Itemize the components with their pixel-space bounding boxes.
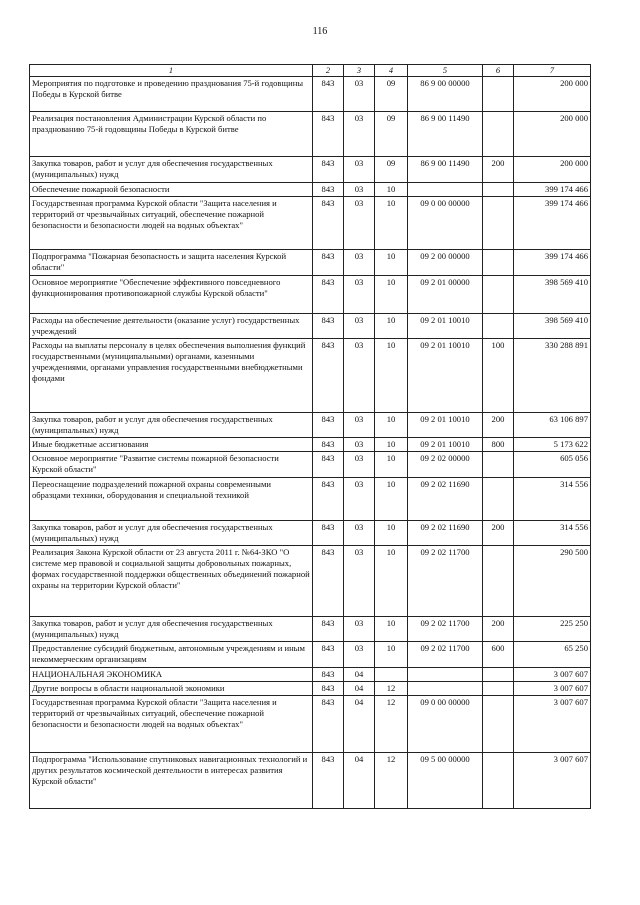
row-expense-type xyxy=(483,668,514,682)
row-name: Мероприятия по подготовке и проведению празднования 75-й годовщины Победы в Курской битве xyxy=(30,77,313,112)
row-amount: 330 288 891 xyxy=(514,339,591,413)
row-subsection-code: 09 xyxy=(375,157,408,183)
row-expense-type: 200 xyxy=(483,521,514,546)
budget-table xyxy=(29,64,591,809)
row-subsection-code xyxy=(375,668,408,682)
row-name: НАЦИОНАЛЬНАЯ ЭКОНОМИКА xyxy=(30,668,313,682)
row-expense-type: 200 xyxy=(483,157,514,183)
row-expense-type: 600 xyxy=(483,642,514,668)
table-row xyxy=(30,617,591,642)
row-ministry-code: 843 xyxy=(313,682,344,696)
row-amount: 65 250 xyxy=(514,642,591,668)
row-amount: 398 569 410 xyxy=(514,314,591,339)
row-expense-type xyxy=(483,478,514,521)
table-row xyxy=(30,642,591,668)
row-name: Закупка товаров, работ и услуг для обеспечения государственных (муниципальных) нужд xyxy=(30,521,313,546)
row-section-code: 03 xyxy=(344,438,375,452)
row-target-article: 09 2 01 00000 xyxy=(408,276,483,314)
row-subsection-code: 10 xyxy=(375,413,408,438)
header-cell: 2 xyxy=(313,65,344,77)
row-target-article: 09 2 01 10010 xyxy=(408,413,483,438)
row-expense-type: 200 xyxy=(483,617,514,642)
row-name: Реализация постановления Администрации Курской области по празднованию 75-й годовщины Победы в Курской битве xyxy=(30,112,313,157)
row-target-article: 86 9 00 11490 xyxy=(408,157,483,183)
row-name: Расходы на выплаты персоналу в целях обеспечения выполнения функций государственными (муниципальными) органами, казенными учреждениями, органами управления государственными внебюджетными фондами xyxy=(30,339,313,413)
row-amount: 314 556 xyxy=(514,478,591,521)
row-ministry-code: 843 xyxy=(313,696,344,753)
row-target-article: 09 2 02 00000 xyxy=(408,452,483,478)
row-section-code: 03 xyxy=(344,413,375,438)
row-ministry-code: 843 xyxy=(313,642,344,668)
row-expense-type xyxy=(483,77,514,112)
row-ministry-code: 843 xyxy=(313,438,344,452)
row-section-code: 03 xyxy=(344,183,375,197)
row-subsection-code: 10 xyxy=(375,276,408,314)
table-row xyxy=(30,250,591,276)
table-row xyxy=(30,197,591,250)
table-row xyxy=(30,478,591,521)
row-ministry-code: 843 xyxy=(313,77,344,112)
header-cell: 7 xyxy=(514,65,591,77)
table-row xyxy=(30,682,591,696)
header-cell: 3 xyxy=(344,65,375,77)
row-amount: 5 173 622 xyxy=(514,438,591,452)
table-row xyxy=(30,696,591,753)
row-section-code: 04 xyxy=(344,753,375,809)
row-amount: 200 000 xyxy=(514,77,591,112)
row-section-code: 03 xyxy=(344,642,375,668)
row-name: Иные бюджетные ассигнования xyxy=(30,438,313,452)
row-ministry-code: 843 xyxy=(313,112,344,157)
row-ministry-code: 843 xyxy=(313,276,344,314)
row-amount: 3 007 607 xyxy=(514,668,591,682)
row-expense-type xyxy=(483,250,514,276)
row-name: Обеспечение пожарной безопасности xyxy=(30,183,313,197)
row-subsection-code: 12 xyxy=(375,753,408,809)
row-target-article: 09 2 02 11690 xyxy=(408,478,483,521)
row-section-code: 04 xyxy=(344,682,375,696)
header-cell: 1 xyxy=(30,65,313,77)
row-name: Государственная программа Курской области "Защита населения и территорий от чрезвычайных ситуаций, обеспечение пожарной безопасности и безопасности людей на водных объектах" xyxy=(30,197,313,250)
row-target-article: 09 2 01 10010 xyxy=(408,339,483,413)
row-name: Расходы на обеспечение деятельности (оказание услуг) государственных учреждений xyxy=(30,314,313,339)
row-amount: 200 000 xyxy=(514,112,591,157)
row-name: Переоснащение подразделений пожарной охраны современными образцами техники, оборудования и специальной техникой xyxy=(30,478,313,521)
row-subsection-code: 12 xyxy=(375,696,408,753)
table-row xyxy=(30,438,591,452)
row-name: Основное мероприятие "Развитие системы пожарной безопасности Курской области" xyxy=(30,452,313,478)
table-row xyxy=(30,183,591,197)
row-subsection-code: 10 xyxy=(375,197,408,250)
row-ministry-code: 843 xyxy=(313,413,344,438)
row-section-code: 04 xyxy=(344,696,375,753)
row-expense-type: 200 xyxy=(483,413,514,438)
row-subsection-code: 10 xyxy=(375,250,408,276)
row-expense-type xyxy=(483,314,514,339)
table-row xyxy=(30,77,591,112)
row-expense-type xyxy=(483,112,514,157)
row-section-code: 03 xyxy=(344,617,375,642)
table-row xyxy=(30,276,591,314)
row-section-code: 03 xyxy=(344,339,375,413)
row-target-article: 09 2 02 11690 xyxy=(408,521,483,546)
row-amount: 3 007 607 xyxy=(514,682,591,696)
row-amount: 314 556 xyxy=(514,521,591,546)
row-subsection-code: 10 xyxy=(375,183,408,197)
row-amount: 290 500 xyxy=(514,546,591,617)
row-subsection-code: 10 xyxy=(375,438,408,452)
row-section-code: 03 xyxy=(344,521,375,546)
row-section-code: 03 xyxy=(344,546,375,617)
table-row xyxy=(30,521,591,546)
row-amount: 3 007 607 xyxy=(514,753,591,809)
table-row xyxy=(30,546,591,617)
table-row xyxy=(30,157,591,183)
row-name: Закупка товаров, работ и услуг для обеспечения государственных (муниципальных) нужд xyxy=(30,617,313,642)
row-ministry-code: 843 xyxy=(313,314,344,339)
row-section-code: 03 xyxy=(344,276,375,314)
row-expense-type xyxy=(483,197,514,250)
row-subsection-code: 12 xyxy=(375,682,408,696)
header-cell: 5 xyxy=(408,65,483,77)
row-target-article: 09 2 02 11700 xyxy=(408,642,483,668)
row-name: Государственная программа Курской области "Защита населения и территорий от чрезвычайных ситуаций, обеспечение пожарной безопасности и безопасности людей на водных объектах" xyxy=(30,696,313,753)
row-amount: 200 000 xyxy=(514,157,591,183)
table-row xyxy=(30,668,591,682)
table-header-row xyxy=(30,65,591,77)
row-amount: 3 007 607 xyxy=(514,696,591,753)
row-section-code: 03 xyxy=(344,197,375,250)
row-target-article xyxy=(408,668,483,682)
row-ministry-code: 843 xyxy=(313,452,344,478)
row-subsection-code: 09 xyxy=(375,112,408,157)
row-expense-type xyxy=(483,183,514,197)
row-ministry-code: 843 xyxy=(313,617,344,642)
row-ministry-code: 843 xyxy=(313,250,344,276)
row-ministry-code: 843 xyxy=(313,753,344,809)
header-cell: 4 xyxy=(375,65,408,77)
page-number: 116 xyxy=(312,26,328,37)
row-name: Закупка товаров, работ и услуг для обеспечения государственных (муниципальных) нужд xyxy=(30,413,313,438)
row-expense-type xyxy=(483,682,514,696)
row-amount: 399 174 466 xyxy=(514,197,591,250)
header-cell: 6 xyxy=(483,65,514,77)
row-target-article: 09 0 00 00000 xyxy=(408,197,483,250)
row-target-article: 09 2 01 10010 xyxy=(408,438,483,452)
row-subsection-code: 10 xyxy=(375,452,408,478)
row-expense-type xyxy=(483,696,514,753)
row-subsection-code: 10 xyxy=(375,521,408,546)
row-section-code: 04 xyxy=(344,668,375,682)
row-name: Подпрограмма "Пожарная безопасность и защита населения Курской области" xyxy=(30,250,313,276)
row-ministry-code: 843 xyxy=(313,339,344,413)
row-name: Основное мероприятие "Обеспечение эффективного повседневного функционирования противопожарной службы Курской области" xyxy=(30,276,313,314)
row-ministry-code: 843 xyxy=(313,546,344,617)
row-name: Подпрограмма "Использование спутниковых навигационных технологий и других результатов космической деятельности в интересах развития Курской области" xyxy=(30,753,313,809)
table-row xyxy=(30,753,591,809)
row-target-article: 09 0 00 00000 xyxy=(408,696,483,753)
row-section-code: 03 xyxy=(344,157,375,183)
row-target-article: 86 9 00 00000 xyxy=(408,77,483,112)
row-section-code: 03 xyxy=(344,77,375,112)
row-expense-type xyxy=(483,753,514,809)
row-amount: 63 106 897 xyxy=(514,413,591,438)
table-row xyxy=(30,314,591,339)
row-name: Другие вопросы в области национальной экономики xyxy=(30,682,313,696)
row-ministry-code: 843 xyxy=(313,157,344,183)
row-name: Реализация Закона Курской области от 23 августа 2011 г. №64-ЗКО "О системе мер правовой и социальной защиты добровольных пожарных, формах государственной поддержки общественных объединений пожарной охраны на территории Курской области" xyxy=(30,546,313,617)
row-subsection-code: 10 xyxy=(375,546,408,617)
row-target-article xyxy=(408,682,483,696)
row-section-code: 03 xyxy=(344,112,375,157)
row-amount: 399 174 466 xyxy=(514,183,591,197)
row-amount: 399 174 466 xyxy=(514,250,591,276)
row-expense-type xyxy=(483,546,514,617)
row-subsection-code: 10 xyxy=(375,339,408,413)
row-subsection-code: 10 xyxy=(375,617,408,642)
row-subsection-code: 10 xyxy=(375,642,408,668)
row-target-article: 86 9 00 11490 xyxy=(408,112,483,157)
row-target-article: 09 2 00 00000 xyxy=(408,250,483,276)
row-expense-type xyxy=(483,276,514,314)
table-row xyxy=(30,339,591,413)
row-subsection-code: 10 xyxy=(375,314,408,339)
row-ministry-code: 843 xyxy=(313,521,344,546)
row-subsection-code: 09 xyxy=(375,77,408,112)
row-ministry-code: 843 xyxy=(313,478,344,521)
table-row xyxy=(30,112,591,157)
row-amount: 225 250 xyxy=(514,617,591,642)
row-amount: 398 569 410 xyxy=(514,276,591,314)
row-expense-type xyxy=(483,452,514,478)
row-section-code: 03 xyxy=(344,478,375,521)
row-target-article xyxy=(408,183,483,197)
row-section-code: 03 xyxy=(344,314,375,339)
row-name: Предоставление субсидий бюджетным, автономным учреждениям и иным некоммерческим организациям xyxy=(30,642,313,668)
row-ministry-code: 843 xyxy=(313,183,344,197)
row-expense-type: 100 xyxy=(483,339,514,413)
row-section-code: 03 xyxy=(344,452,375,478)
row-ministry-code: 843 xyxy=(313,197,344,250)
row-target-article: 09 2 01 10010 xyxy=(408,314,483,339)
row-subsection-code: 10 xyxy=(375,478,408,521)
row-target-article: 09 2 02 11700 xyxy=(408,546,483,617)
row-target-article: 09 2 02 11700 xyxy=(408,617,483,642)
row-expense-type: 800 xyxy=(483,438,514,452)
row-name: Закупка товаров, работ и услуг для обеспечения государственных (муниципальных) нужд xyxy=(30,157,313,183)
row-target-article: 09 5 00 00000 xyxy=(408,753,483,809)
table-row xyxy=(30,413,591,438)
table-row xyxy=(30,452,591,478)
row-amount: 605 056 xyxy=(514,452,591,478)
row-ministry-code: 843 xyxy=(313,668,344,682)
row-section-code: 03 xyxy=(344,250,375,276)
